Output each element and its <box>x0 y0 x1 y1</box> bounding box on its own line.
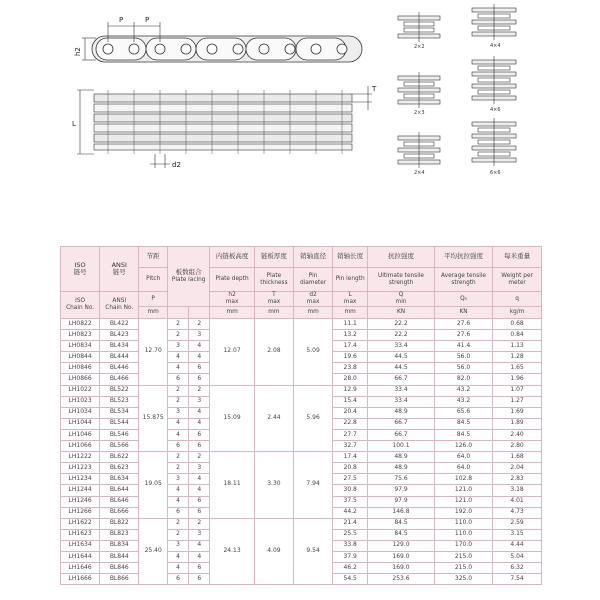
pin-length-value: 11.1 <box>333 319 368 330</box>
ansi-chain-no: BL444 <box>100 352 139 363</box>
pin-length-value: 21.4 <box>333 518 368 529</box>
ultimate-strength-value: 66.7 <box>368 429 435 440</box>
average-strength-value: 126.0 <box>434 441 492 452</box>
weight-value: 4.01 <box>493 496 542 507</box>
plate-thickness-value: 3.30 <box>254 452 293 519</box>
weight-value: 3.15 <box>493 529 542 540</box>
pin-diameter-value: 9.54 <box>294 518 333 585</box>
plate-lacing-a: 6 <box>167 374 188 385</box>
plate-lacing-a: 4 <box>167 485 188 496</box>
pin-length-value: 20.4 <box>333 407 368 418</box>
ultimate-strength-value: 22.2 <box>368 319 435 330</box>
ansi-chain-no: BL523 <box>100 396 139 407</box>
pin-length-value: 37.9 <box>333 551 368 562</box>
weight-value: 2.59 <box>493 518 542 529</box>
header-wt-en: Weight per meter <box>493 268 542 292</box>
weight-value: 3.18 <box>493 485 542 496</box>
h2-label: h2 <box>74 47 82 56</box>
pitch-label-2: P <box>145 16 150 24</box>
ultimate-strength-value: 44.5 <box>368 363 435 374</box>
table-row <box>61 319 542 330</box>
plate-lacing-b: 6 <box>189 441 210 452</box>
pitch-value: 19.05 <box>139 452 168 519</box>
plate-lacing-a: 4 <box>167 429 188 440</box>
weight-value: 1.65 <box>493 363 542 374</box>
ansi-chain-no: BL546 <box>100 429 139 440</box>
plate-lacing-a: 3 <box>167 407 188 418</box>
iso-chain-no: LH1066 <box>61 441 100 452</box>
ultimate-strength-value: 100.1 <box>368 441 435 452</box>
average-strength-value: 43.2 <box>434 396 492 407</box>
header-thick-en: Plate thickness <box>254 268 293 292</box>
header-lacing-blank-2 <box>189 307 210 319</box>
average-strength-value: 215.0 <box>434 563 492 574</box>
average-strength-value: 82.0 <box>434 374 492 385</box>
table-row <box>61 518 542 529</box>
header-len-en: Pin length <box>333 268 368 292</box>
header-pitch-sym: P <box>139 292 168 307</box>
pin-length-value: 54.5 <box>333 574 368 585</box>
plate-lacing-b: 2 <box>189 385 210 396</box>
plate-lacing-b: 3 <box>189 330 210 341</box>
spec-table <box>60 246 542 585</box>
header-pin-en: Pin diameter <box>294 268 333 292</box>
plate-lacing-b: 4 <box>189 485 210 496</box>
pin-length-value: 27.5 <box>333 474 368 485</box>
header-ult-cn: 抗拉强度 <box>368 247 435 268</box>
plate-lacing-b: 4 <box>189 540 210 551</box>
caption-2x2: 2×2 <box>414 44 425 50</box>
weight-value: 2.83 <box>493 474 542 485</box>
ansi-chain-no: BL666 <box>100 507 139 518</box>
pin-length-value: 13.2 <box>333 330 368 341</box>
weight-value: 1.28 <box>493 352 542 363</box>
ultimate-strength-value: 66.7 <box>368 374 435 385</box>
average-strength-value: 325.0 <box>434 574 492 585</box>
header-depth-cn: 内链板高度 <box>210 247 254 268</box>
header-ult-sym: Q min <box>368 292 435 307</box>
header-wt-cn: 每米重量 <box>493 247 542 268</box>
ansi-chain-no: BL534 <box>100 407 139 418</box>
pin-length-value: 25.5 <box>333 529 368 540</box>
spec-table-body <box>61 319 542 585</box>
average-strength-value: 56.0 <box>434 363 492 374</box>
plate-lacing-b: 3 <box>189 463 210 474</box>
plate-lacing-b: 4 <box>189 474 210 485</box>
weight-value: 2.40 <box>493 429 542 440</box>
ultimate-strength-value: 22.2 <box>368 330 435 341</box>
ansi-chain-no: BL822 <box>100 518 139 529</box>
ansi-chain-no: BL646 <box>100 496 139 507</box>
caption-6x6: 6×6 <box>490 170 501 176</box>
ansi-chain-no: BL544 <box>100 418 139 429</box>
header-avg-sym: Q₀ <box>434 292 492 307</box>
iso-chain-no: LH1644 <box>61 551 100 562</box>
iso-chain-no: LH1246 <box>61 496 100 507</box>
length-dimension <box>77 90 94 154</box>
plate-lacing-a: 4 <box>167 563 188 574</box>
ultimate-strength-value: 169.0 <box>368 551 435 562</box>
average-strength-value: 56.0 <box>434 352 492 363</box>
weight-value: 4.73 <box>493 507 542 518</box>
pin-length-value: 44.2 <box>333 507 368 518</box>
plate-depth-value: 18.11 <box>210 452 254 519</box>
iso-chain-no: LH1266 <box>61 507 100 518</box>
header-pin-cn: 销轴直径 <box>294 247 333 268</box>
ansi-chain-no: BL623 <box>100 463 139 474</box>
average-strength-value: 27.6 <box>434 319 492 330</box>
iso-chain-no: LH0866 <box>61 374 100 385</box>
iso-chain-no: LH1023 <box>61 396 100 407</box>
iso-chain-no: LH1222 <box>61 452 100 463</box>
iso-chain-no: LH1234 <box>61 474 100 485</box>
plate-depth-value: 24.13 <box>210 518 254 585</box>
ultimate-strength-value: 48.9 <box>368 407 435 418</box>
average-strength-value: 41.4 <box>434 341 492 352</box>
ultimate-strength-value: 75.6 <box>368 474 435 485</box>
average-strength-value: 102.8 <box>434 474 492 485</box>
ansi-chain-no: BL634 <box>100 474 139 485</box>
plate-lacing-a: 2 <box>167 452 188 463</box>
header-thick-cn: 链板厚度 <box>254 247 293 268</box>
iso-chain-no: LH0844 <box>61 352 100 363</box>
plate-lacing-b: 6 <box>189 363 210 374</box>
plate-lacing-b: 4 <box>189 418 210 429</box>
plate-lacing-a: 6 <box>167 507 188 518</box>
pin-length-value: 37.5 <box>333 496 368 507</box>
pitch-value: 12.70 <box>139 319 168 386</box>
plate-lacing-a: 6 <box>167 574 188 585</box>
ultimate-strength-value: 66.7 <box>368 418 435 429</box>
header-iso-cn: ISO 链号 <box>61 247 100 292</box>
average-strength-value: 121.0 <box>434 496 492 507</box>
ultimate-strength-value: 84.5 <box>368 518 435 529</box>
weight-value: 1.27 <box>493 396 542 407</box>
weight-value: 1.96 <box>493 374 542 385</box>
header-pitch-unit: mm <box>139 307 168 319</box>
plate-lacing-a: 2 <box>167 385 188 396</box>
iso-chain-no: LH1634 <box>61 540 100 551</box>
side-view <box>92 36 362 62</box>
iso-chain-no: LH1223 <box>61 463 100 474</box>
plate-lacing-a: 4 <box>167 363 188 374</box>
header-lacing: 板数组合 Plate lacing <box>167 247 209 307</box>
average-strength-value: 110.0 <box>434 529 492 540</box>
plate-lacing-a: 2 <box>167 463 188 474</box>
header-ult-en: Ultimate tensile strength <box>368 268 435 292</box>
plate-lacing-b: 6 <box>189 496 210 507</box>
header-thick-unit: mm <box>254 307 293 319</box>
ansi-chain-no: BL834 <box>100 540 139 551</box>
average-strength-value: 192.0 <box>434 507 492 518</box>
caption-2x3: 2×3 <box>414 110 425 116</box>
lacing-2x4 <box>398 132 440 168</box>
plate-thickness-value: 4.09 <box>254 518 293 585</box>
average-strength-value: 215.0 <box>434 551 492 562</box>
ansi-chain-no: BL522 <box>100 385 139 396</box>
plate-lacing-a: 6 <box>167 441 188 452</box>
header-thick-sym: T max <box>254 292 293 307</box>
ultimate-strength-value: 146.8 <box>368 507 435 518</box>
header-depth-sym: h2 max <box>210 292 254 307</box>
average-strength-value: 27.6 <box>434 330 492 341</box>
plate-lacing-b: 2 <box>189 518 210 529</box>
iso-chain-no: LH1046 <box>61 429 100 440</box>
weight-value: 1.68 <box>493 452 542 463</box>
plate-lacing-b: 6 <box>189 507 210 518</box>
ansi-chain-no: BL644 <box>100 485 139 496</box>
plate-lacing-a: 3 <box>167 474 188 485</box>
ultimate-strength-value: 33.4 <box>368 385 435 396</box>
ansi-chain-no: BL622 <box>100 452 139 463</box>
plate-lacing-a: 2 <box>167 396 188 407</box>
pin-length-value: 27.7 <box>333 429 368 440</box>
plate-depth-value: 12.07 <box>210 319 254 386</box>
ultimate-strength-value: 129.0 <box>368 540 435 551</box>
plate-lacing-b: 6 <box>189 574 210 585</box>
ansi-chain-no: BL466 <box>100 374 139 385</box>
average-strength-value: 84.5 <box>434 418 492 429</box>
thickness-label: T <box>372 85 377 93</box>
weight-value: 1.69 <box>493 407 542 418</box>
plate-lacing-a: 2 <box>167 330 188 341</box>
header-pitch-en: Pitch <box>139 268 168 292</box>
iso-chain-no: LH1666 <box>61 574 100 585</box>
pin-length-value: 19.6 <box>333 352 368 363</box>
ansi-chain-no: BL434 <box>100 341 139 352</box>
pitch-value: 25.40 <box>139 518 168 585</box>
lacing-2x2 <box>398 12 440 42</box>
plate-lacing-a: 2 <box>167 518 188 529</box>
plate-lacing-b: 4 <box>189 407 210 418</box>
pin-length-value: 17.4 <box>333 341 368 352</box>
header-iso-en: ISO Chain No. <box>61 292 100 319</box>
pin-diameter-value: 5.96 <box>294 385 333 452</box>
chain-drawing <box>0 0 600 240</box>
weight-value: 2.04 <box>493 463 542 474</box>
weight-value: 2.80 <box>493 441 542 452</box>
pin-length-value: 17.4 <box>333 452 368 463</box>
average-strength-value: 64.0 <box>434 463 492 474</box>
pin-length-value: 46.2 <box>333 563 368 574</box>
ultimate-strength-value: 97.9 <box>368 485 435 496</box>
pin-length-value: 30.8 <box>333 485 368 496</box>
plate-lacing-b: 6 <box>189 429 210 440</box>
weight-value: 1.89 <box>493 418 542 429</box>
table-row <box>61 452 542 463</box>
ultimate-strength-value: 33.4 <box>368 341 435 352</box>
length-label: L <box>72 120 76 128</box>
pin-length-value: 22.8 <box>333 418 368 429</box>
iso-chain-no: LH0823 <box>61 330 100 341</box>
ultimate-strength-value: 97.9 <box>368 496 435 507</box>
ansi-chain-no: BL423 <box>100 330 139 341</box>
plate-lacing-b: 2 <box>189 319 210 330</box>
ansi-chain-no: BL566 <box>100 441 139 452</box>
plate-lacing-a: 4 <box>167 352 188 363</box>
pin-length-value: 20.8 <box>333 463 368 474</box>
plate-lacing-a: 4 <box>167 551 188 562</box>
weight-value: 6.32 <box>493 563 542 574</box>
average-strength-value: 110.0 <box>434 518 492 529</box>
pin-diameter-value: 7.94 <box>294 452 333 519</box>
plate-lacing-a: 4 <box>167 496 188 507</box>
plate-lacing-a: 4 <box>167 418 188 429</box>
lacing-6x6 <box>472 118 516 166</box>
header-lacing-blank-1 <box>167 307 188 319</box>
weight-value: 5.04 <box>493 551 542 562</box>
iso-chain-no: LH1646 <box>61 563 100 574</box>
header-ult-unit: KN <box>368 307 435 319</box>
thickness-dimension <box>352 86 372 110</box>
ansi-chain-no: BL844 <box>100 551 139 562</box>
weight-value: 4.44 <box>493 540 542 551</box>
pitch-label: P <box>119 16 124 24</box>
ultimate-strength-value: 44.5 <box>368 352 435 363</box>
plate-lacing-b: 4 <box>189 341 210 352</box>
header-depth-unit: mm <box>210 307 254 319</box>
average-strength-value: 64.0 <box>434 452 492 463</box>
ansi-chain-no: BL446 <box>100 363 139 374</box>
header-depth-en: Plate depth <box>210 268 254 292</box>
plate-lacing-b: 3 <box>189 396 210 407</box>
iso-chain-no: LH1034 <box>61 407 100 418</box>
ultimate-strength-value: 48.9 <box>368 463 435 474</box>
header-ansi-cn: ANSI 链号 <box>100 247 139 292</box>
average-strength-value: 65.6 <box>434 407 492 418</box>
average-strength-value: 43.2 <box>434 385 492 396</box>
plate-depth-value: 15.09 <box>210 385 254 452</box>
iso-chain-no: LH1022 <box>61 385 100 396</box>
plate-lacing-a: 3 <box>167 341 188 352</box>
iso-chain-no: LH1244 <box>61 485 100 496</box>
plate-lacing-b: 4 <box>189 551 210 562</box>
iso-chain-no: LH0834 <box>61 341 100 352</box>
header-len-cn: 销轴长度 <box>333 247 368 268</box>
plate-lacing-a: 2 <box>167 529 188 540</box>
caption-2x4: 2×4 <box>414 170 425 176</box>
table-row <box>61 385 542 396</box>
ultimate-strength-value: 48.9 <box>368 452 435 463</box>
iso-chain-no: LH1623 <box>61 529 100 540</box>
d2-dimension <box>150 154 170 168</box>
header-pitch-cn: 节距 <box>139 247 168 268</box>
header-pin-unit: mm <box>294 307 333 319</box>
weight-value: 0.68 <box>493 319 542 330</box>
caption-4x4: 4×4 <box>490 43 501 49</box>
weight-value: 1.13 <box>493 341 542 352</box>
weight-value: 0.84 <box>493 330 542 341</box>
header-ansi-en: ANSI Chain No. <box>100 292 139 319</box>
average-strength-value: 170.0 <box>434 540 492 551</box>
plate-thickness-value: 2.08 <box>254 319 293 386</box>
plan-view <box>94 90 352 154</box>
header-len-sym: L max <box>333 292 368 307</box>
ultimate-strength-value: 84.5 <box>368 529 435 540</box>
ultimate-strength-value: 33.4 <box>368 396 435 407</box>
plate-lacing-a: 2 <box>167 319 188 330</box>
plate-lacing-b: 6 <box>189 374 210 385</box>
ansi-chain-no: BL866 <box>100 574 139 585</box>
plate-lacing-b: 4 <box>189 352 210 363</box>
ansi-chain-no: BL823 <box>100 529 139 540</box>
lacing-2x3 <box>398 72 440 108</box>
ansi-chain-no: BL846 <box>100 563 139 574</box>
average-strength-value: 84.5 <box>434 429 492 440</box>
header-wt-sym: q <box>493 292 542 307</box>
lacing-4x6 <box>472 56 516 104</box>
iso-chain-no: LH1622 <box>61 518 100 529</box>
iso-chain-no: LH0822 <box>61 319 100 330</box>
header-pin-sym: d2 max <box>294 292 333 307</box>
header-avg-en: Average tensile strength <box>434 268 492 292</box>
pin-length-value: 12.9 <box>333 385 368 396</box>
average-strength-value: 121.0 <box>434 485 492 496</box>
lacing-4x4 <box>472 4 516 40</box>
iso-chain-no: LH0846 <box>61 363 100 374</box>
pin-length-value: 15.4 <box>333 396 368 407</box>
header-len-unit: mm <box>333 307 368 319</box>
pin-length-value: 32.7 <box>333 441 368 452</box>
ultimate-strength-value: 253.6 <box>368 574 435 585</box>
ansi-chain-no: BL422 <box>100 319 139 330</box>
header-avg-unit: KN <box>434 307 492 319</box>
plate-thickness-value: 2.44 <box>254 385 293 452</box>
pin-length-value: 23.8 <box>333 363 368 374</box>
iso-chain-no: LH1044 <box>61 418 100 429</box>
pin-length-value: 33.8 <box>333 540 368 551</box>
ultimate-strength-value: 169.0 <box>368 563 435 574</box>
caption-4x6: 4×6 <box>490 107 501 113</box>
weight-value: 7.54 <box>493 574 542 585</box>
weight-value: 1.07 <box>493 385 542 396</box>
pitch-value: 15.875 <box>139 385 168 452</box>
pin-diameter-value: 5.09 <box>294 319 333 386</box>
plate-lacing-b: 2 <box>189 452 210 463</box>
header-avg-cn: 平均抗拉强度 <box>434 247 492 268</box>
plate-lacing-b: 6 <box>189 563 210 574</box>
header-wt-unit: kg/m <box>493 307 542 319</box>
plate-lacing-b: 3 <box>189 529 210 540</box>
plate-lacing-a: 3 <box>167 540 188 551</box>
d2-label: d2 <box>172 161 181 169</box>
pin-length-value: 28.0 <box>333 374 368 385</box>
